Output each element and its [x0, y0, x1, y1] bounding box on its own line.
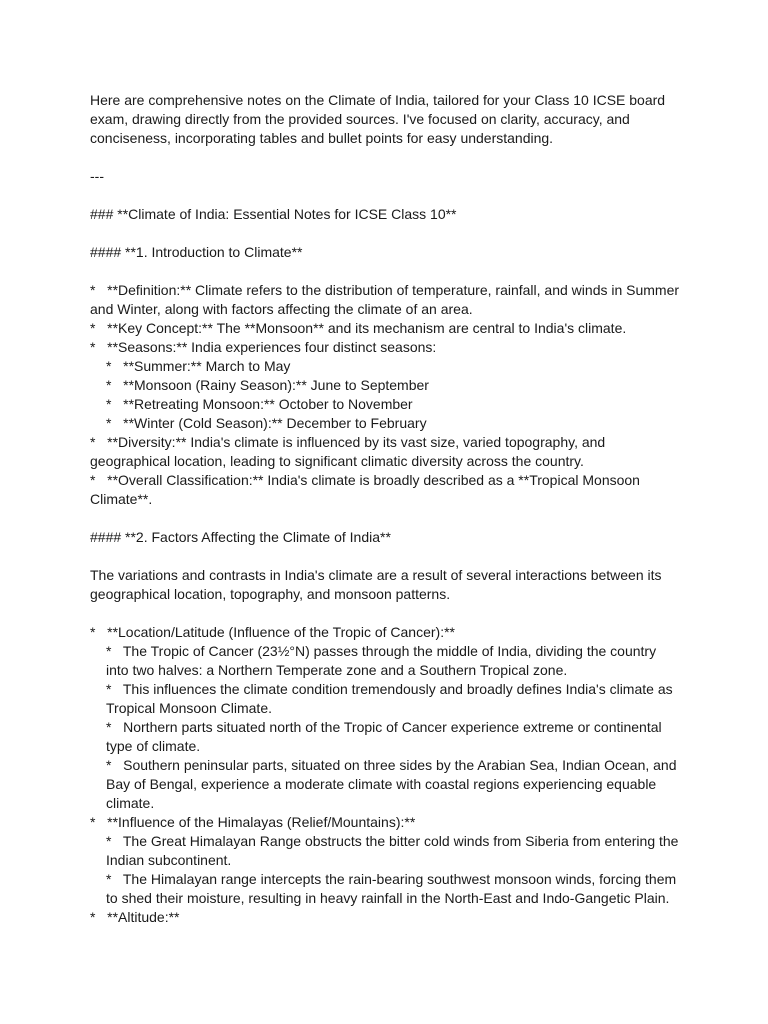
blank-line [90, 509, 680, 528]
text-line: * Northern parts situated north of the Tropic of Cancer experience extreme or continental type of climate. [106, 719, 666, 754]
text-line: * **Seasons:** India experiences four distinct seasons: [90, 339, 437, 355]
text-line: * **Overall Classification:** India's climate is broadly described as a **Tropical Monsoon Climate**. [90, 472, 644, 507]
document-body [90, 91, 683, 927]
blank-line [90, 547, 680, 566]
text-line: * Southern peninsular parts, situated on three sides by the Arabian Sea, Indian Ocean, and Bay of Bengal, experience a moderate climate with coastal regions experiencing equable climate. [106, 757, 681, 811]
text-line: * The Himalayan range intercepts the rain-bearing southwest monsoon winds, forcing them to shed their moisture, resulting in heavy rainfall in the North-East and Indo-Gangetic Plain. [106, 871, 681, 906]
blank-line [90, 148, 680, 167]
text-line: Here are comprehensive notes on the Climate of India, tailored for your Class 10 ICSE board exam, drawing directly from the provided sources. I've focused on clarity, accuracy, and conciseness, incorporating tables and bullet points for easy understanding. [90, 92, 669, 146]
text-line: * **Key Concept:** The **Monsoon** and its mechanism are central to India's climate. [90, 320, 627, 336]
text-line: * The Tropic of Cancer (23½°N) passes through the middle of India, dividing the country into two halves: a Northern Temperate zone and a Southern Tropical zone. [106, 643, 660, 678]
text-line: ### **Climate of India: Essential Notes for ICSE Class 10** [90, 206, 457, 222]
text-line: * **Diversity:** India's climate is influenced by its vast size, varied topography, and geographical location, leading to significant climatic diversity across the country. [90, 434, 610, 469]
text-line: * **Location/Latitude (Influence of the Tropic of Cancer):** [90, 624, 455, 640]
blank-line [90, 186, 680, 205]
text-line: * This influences the climate condition tremendously and broadly defines India's climate as Tropical Monsoon Climate. [106, 681, 677, 716]
text-line: * **Winter (Cold Season):** December to February [106, 415, 427, 431]
text-line: #### **2. Factors Affecting the Climate of India** [90, 529, 391, 545]
text-line: * **Altitude:** [90, 909, 180, 925]
text-line: * **Monsoon (Rainy Season):** June to September [106, 377, 429, 393]
text-line: * **Definition:** Climate refers to the distribution of temperature, rainfall, and winds in Summer and Winter, along with factors affecting the climate of an area. [90, 282, 683, 317]
blank-line [90, 262, 680, 281]
text-line: * **Summer:** March to May [106, 358, 291, 374]
text-line: * The Great Himalayan Range obstructs the bitter cold winds from Siberia from entering the Indian subcontinent. [106, 833, 683, 868]
blank-line [90, 604, 680, 623]
text-line: The variations and contrasts in India's climate are a result of several interactions between its geographical location, topography, and monsoon patterns. [90, 567, 666, 602]
text-line: * **Influence of the Himalayas (Relief/Mountains):** [90, 814, 416, 830]
text-line: #### **1. Introduction to Climate** [90, 244, 303, 260]
blank-line [90, 224, 680, 243]
text-line: --- [90, 168, 104, 184]
text-line: * **Retreating Monsoon:** October to November [106, 396, 413, 412]
